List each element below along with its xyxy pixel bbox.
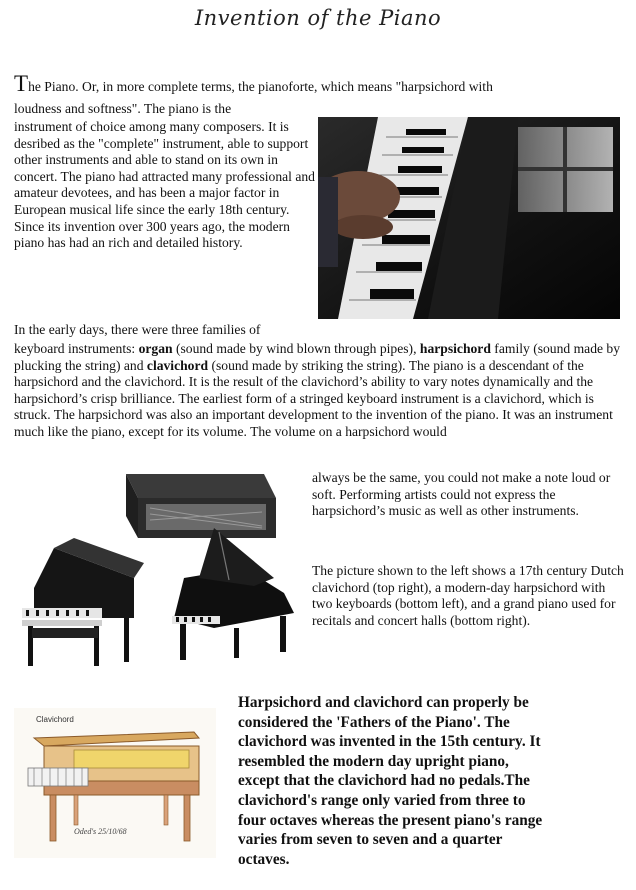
intro-first-line	[14, 71, 634, 96]
sketch-signature: Oded's 25/10/68	[74, 827, 127, 836]
piano-hands-photo	[318, 117, 620, 319]
families-first-line: In the early days, there were three families of	[14, 322, 261, 337]
intro-line1: he Piano. Or, in more complete terms, the pianoforte, which means "harpsichord with	[28, 79, 493, 94]
families-text-1: keyboard instruments:	[14, 341, 139, 356]
families-text-3: family (sound made by plucking the string) and	[14, 341, 621, 373]
intro-paragraph: instrument of choice among many composers. It is desribed as the "complete" instrument, able to support other instruments and able to stand on its own in concert. The piano had attracted many professional and amateur devotees, and has been a major factor in European musical life since the early 18th century. Since its invention over 300 years ago, the modern piano has had an rich and detailed history.	[14, 119, 315, 251]
harpsichord-term: harpsichord	[419, 341, 491, 356]
volume-paragraph: always be the same, you could not make a note loud or soft. Performing artists could not express the harpsichord’s music as well as other instruments.	[312, 470, 611, 519]
drop-cap: T	[14, 71, 29, 96]
families-text-4: (sound made by striking the string). The piano is a descendant of the harpsichord and the clavichord. It is the result of the clavichord’s ability to vary notes dynamically and the harpsichord’s crisp brilliance. The earliest form of a stringed keyboard instrument is a clavichord, which is struck. The harpsichord was also an important development to the invention of the piano. It was an instrument much like the piano, except for its volume. The volume on a harpsichord would	[14, 357, 613, 439]
page-title: Invention of the Piano	[194, 6, 442, 30]
intro-second-line: loudness and softness". The piano is the	[14, 101, 232, 116]
families-text-2: (sound made by wind blown through pipes),	[172, 341, 420, 356]
clavichord-sketch	[14, 708, 216, 858]
sketch-label: Clavichord	[36, 715, 74, 724]
organ-term: organ	[138, 341, 173, 356]
collage-caption: The picture shown to the left shows a 17th century Dutch clavichord (top right), a modern-day harpsichord with two keyboards (bottom left), and a grand piano used for recitals and concert halls (bottom right).	[312, 563, 624, 628]
instruments-collage	[14, 468, 304, 678]
families-paragraph	[14, 341, 624, 441]
fathers-paragraph: Harpsichord and clavichord can properly be considered the 'Fathers of the Piano'. The clavichord was invented in the 15th century. It resembled the modern day upright piano, except that the clavichord had no pedals.The clavichord's range only varied from three to four octaves whereas the present piano's range varies from seven to seven and a quarter octaves.	[238, 694, 543, 868]
clavichord-term: clavichord	[146, 357, 209, 373]
